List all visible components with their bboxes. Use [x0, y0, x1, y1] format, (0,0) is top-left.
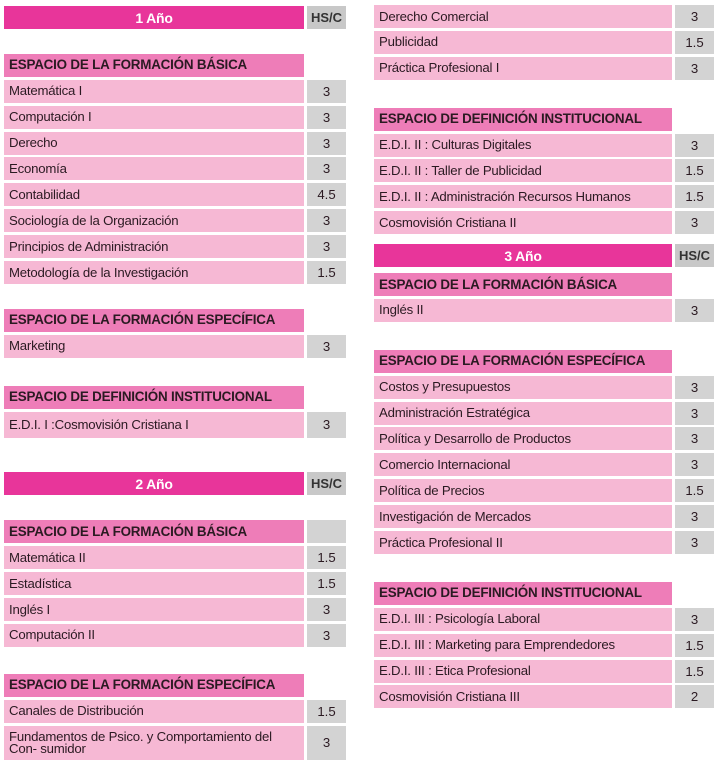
subject-hours: 3	[675, 134, 714, 157]
year-1-hs-label: HS/C	[307, 6, 346, 29]
subject-hours: 3	[675, 531, 714, 554]
subject-hours: 3	[307, 335, 346, 358]
subject-hours: 3	[675, 376, 714, 399]
subject-name: Inglés II	[374, 299, 672, 322]
year-3-title: 3 Año	[374, 244, 672, 267]
left-column	[4, 6, 346, 762]
subject-hours: 3	[675, 57, 714, 80]
subject-row	[4, 572, 346, 595]
subject-hours: 1.5	[675, 185, 714, 208]
subject-row	[4, 726, 346, 760]
subject-row	[374, 5, 714, 28]
y3-basica-heading-row	[374, 273, 714, 296]
subject-hours: 1.5	[675, 479, 714, 502]
subject-name: Derecho	[4, 132, 304, 155]
subject-row	[374, 402, 714, 425]
subject-name: Marketing	[4, 335, 304, 358]
subject-row	[374, 453, 714, 476]
y2-basica-heading-row	[4, 520, 346, 543]
section-heading: ESPACIO DE DEFINICIÓN INSTITUCIONAL	[374, 582, 672, 605]
section-heading: ESPACIO DE LA FORMACIÓN ESPECÍFICA	[374, 350, 672, 373]
subject-hours: 3	[307, 157, 346, 180]
subject-name: Política y Desarrollo de Productos	[374, 427, 672, 450]
subject-row	[374, 660, 714, 683]
subject-name: Inglés I	[4, 598, 304, 621]
subject-name: Investigación de Mercados	[374, 505, 672, 528]
subject-hours: 3	[675, 608, 714, 631]
subject-hours: 1.5	[307, 572, 346, 595]
subject-row	[4, 335, 346, 358]
subject-name: Principios de Administración	[4, 235, 304, 258]
spacer	[374, 325, 714, 350]
spacer	[4, 287, 346, 309]
subject-row	[4, 209, 346, 232]
y2-especifica-heading-row	[4, 674, 346, 697]
subject-hours: 1.5	[307, 261, 346, 284]
right-column	[374, 5, 714, 711]
subject-name: Comercio Internacional	[374, 453, 672, 476]
subject-name: E.D.I. II : Culturas Digitales	[374, 134, 672, 157]
subject-row	[4, 624, 346, 647]
subject-name: Economía	[4, 157, 304, 180]
subject-hours: 3	[307, 624, 346, 647]
subject-hours: 3	[675, 453, 714, 476]
subject-row	[374, 159, 714, 182]
y3-institucional-heading-row	[374, 582, 714, 605]
subject-hours: 1.5	[307, 700, 346, 723]
subject-name: Matemática II	[4, 546, 304, 569]
year-3-title-row	[374, 244, 714, 267]
subject-row	[374, 685, 714, 708]
subject-name: E.D.I. I :Cosmovisión Cristiana I	[4, 412, 304, 438]
y1-basica-heading-row	[4, 54, 346, 77]
spacer	[374, 237, 714, 244]
subject-hours: 3	[307, 726, 346, 760]
subject-name: E.D.I. II : Taller de Publicidad	[374, 159, 672, 182]
subject-hours: 3	[675, 299, 714, 322]
subject-hours: 1.5	[307, 546, 346, 569]
subject-row	[374, 608, 714, 631]
subject-hours: 3	[675, 211, 714, 234]
subject-name: Fundamentos de Psico. y Comportamiento del Con- sumidor	[4, 726, 304, 760]
section-heading: ESPACIO DE LA FORMACIÓN BÁSICA	[374, 273, 672, 296]
subject-row	[374, 299, 714, 322]
subject-name: Administración Estratégica	[374, 402, 672, 425]
subject-hours: 2	[675, 685, 714, 708]
subject-name: Estadística	[4, 572, 304, 595]
subject-hours: 3	[675, 505, 714, 528]
subject-row	[4, 546, 346, 569]
spacer	[4, 650, 346, 674]
subject-row	[4, 235, 346, 258]
spacer	[374, 557, 714, 582]
section-heading: ESPACIO DE DEFINICIÓN INSTITUCIONAL	[4, 386, 304, 409]
y1-especifica-heading-row	[4, 309, 346, 332]
year-2-title: 2 Año	[4, 472, 304, 495]
y1-institucional-heading-row	[4, 386, 346, 409]
subject-name: Metodología de la Investigación	[4, 261, 304, 284]
subject-name: Matemática I	[4, 80, 304, 103]
subject-name: Práctica Profesional I	[374, 57, 672, 80]
subject-row	[374, 376, 714, 399]
subject-row	[4, 183, 346, 206]
subject-row	[374, 505, 714, 528]
subject-name: Práctica Profesional II	[374, 531, 672, 554]
subject-name: Contabilidad	[4, 183, 304, 206]
subject-name: Sociología de la Organización	[4, 209, 304, 232]
subject-name: Computación I	[4, 106, 304, 129]
subject-hours: 3	[675, 5, 714, 28]
subject-name: E.D.I. II : Administración Recursos Humanos	[374, 185, 672, 208]
subject-row	[374, 211, 714, 234]
section-heading: ESPACIO DE LA FORMACIÓN ESPECÍFICA	[4, 674, 304, 697]
subject-name: E.D.I. III : Etica Profesional	[374, 660, 672, 683]
subject-row	[4, 261, 346, 284]
subject-hours: 1.5	[675, 634, 714, 657]
spacer	[4, 440, 346, 472]
year-2-hs-label: HS/C	[307, 472, 346, 495]
year-1-title-row	[4, 6, 346, 29]
subject-row	[4, 80, 346, 103]
subject-name: Canales de Distribución	[4, 700, 304, 723]
subject-row	[374, 427, 714, 450]
subject-name: Política de Precios	[374, 479, 672, 502]
subject-hours: 3	[307, 132, 346, 155]
subject-hours: 3	[307, 80, 346, 103]
subject-hours: 3	[307, 598, 346, 621]
subject-name: Publicidad	[374, 31, 672, 54]
subject-hours: 1.5	[675, 159, 714, 182]
subject-name: Cosmovisión Cristiana II	[374, 211, 672, 234]
subject-hours: 1.5	[675, 660, 714, 683]
spacer	[4, 498, 346, 520]
subject-row	[4, 106, 346, 129]
subject-row	[374, 531, 714, 554]
subject-name: E.D.I. III : Psicología Laboral	[374, 608, 672, 631]
subject-row	[374, 31, 714, 54]
section-heading: ESPACIO DE LA FORMACIÓN BÁSICA	[4, 520, 304, 543]
spacer	[374, 83, 714, 108]
subject-hours: 3	[307, 412, 346, 438]
y2-institucional-heading-row	[374, 108, 714, 131]
subject-row	[374, 634, 714, 657]
spacer	[4, 32, 346, 54]
subject-row	[4, 700, 346, 723]
subject-hours: 3	[307, 235, 346, 258]
subject-hours: 3	[307, 209, 346, 232]
subject-row	[4, 412, 346, 438]
subject-name: Cosmovisión Cristiana III	[374, 685, 672, 708]
subject-row	[374, 185, 714, 208]
section-heading: ESPACIO DE DEFINICIÓN INSTITUCIONAL	[374, 108, 672, 131]
subject-hours: 1.5	[675, 31, 714, 54]
year-2-title-row	[4, 472, 346, 495]
y3-especifica-heading-row	[374, 350, 714, 373]
subject-row	[4, 598, 346, 621]
subject-hours: 3	[307, 106, 346, 129]
year-3-hs-label: HS/C	[675, 244, 714, 267]
subject-name: Costos y Presupuestos	[374, 376, 672, 399]
subject-hours: 3	[675, 402, 714, 425]
subject-name: Derecho Comercial	[374, 5, 672, 28]
subject-hours: 3	[675, 427, 714, 450]
subject-name: Computación II	[4, 624, 304, 647]
section-heading: ESPACIO DE LA FORMACIÓN ESPECÍFICA	[4, 309, 304, 332]
subject-row	[374, 134, 714, 157]
spacer	[4, 361, 346, 386]
subject-row	[374, 57, 714, 80]
year-1-title: 1 Año	[4, 6, 304, 29]
subject-row	[4, 157, 346, 180]
section-heading: ESPACIO DE LA FORMACIÓN BÁSICA	[4, 54, 304, 77]
subject-row	[374, 479, 714, 502]
subject-hours: 4.5	[307, 183, 346, 206]
subject-row	[4, 132, 346, 155]
subject-name: E.D.I. III : Marketing para Emprendedores	[374, 634, 672, 657]
